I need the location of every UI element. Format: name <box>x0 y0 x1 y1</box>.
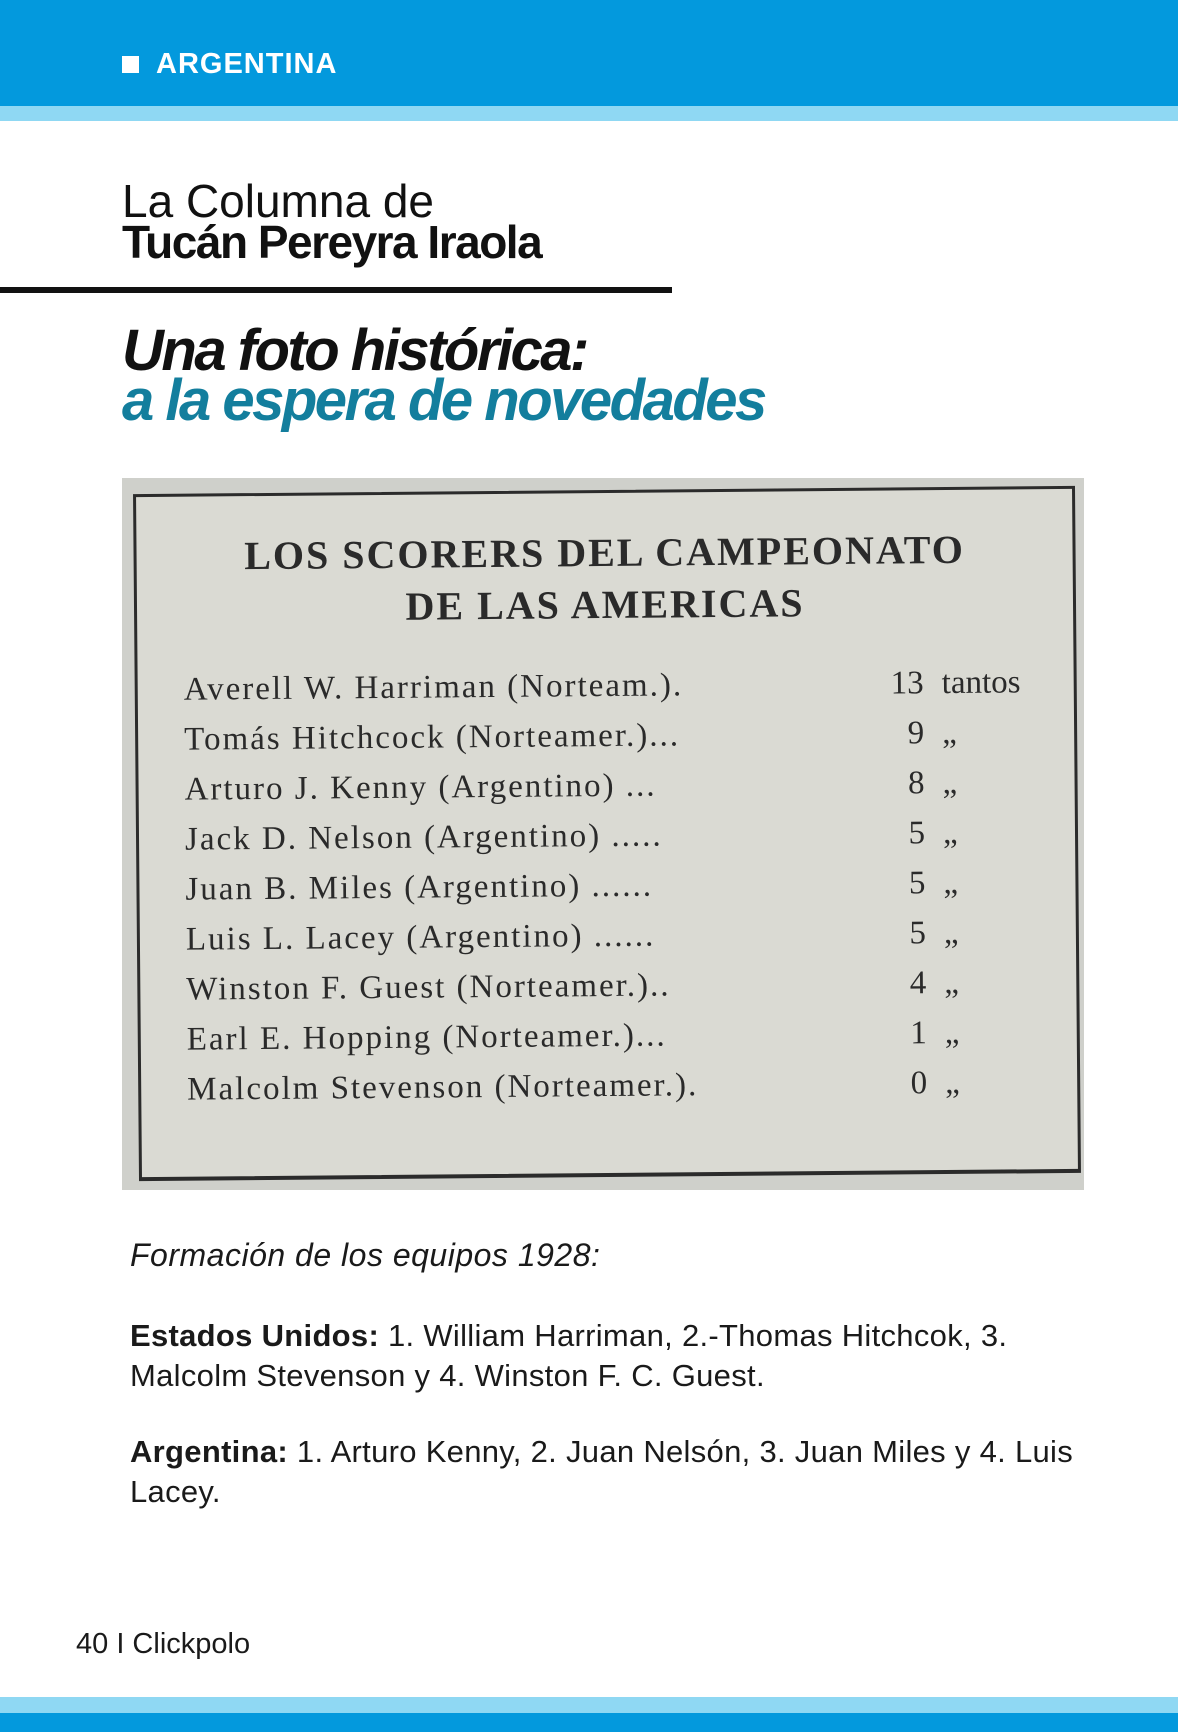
header-accent-stripe <box>0 106 1178 121</box>
scorer-row <box>184 707 1044 765</box>
scorer-name: Juan B. Miles (Argentino) ...... <box>185 867 654 908</box>
square-bullet-icon <box>122 56 139 73</box>
headline-line2: a la espera de novedades <box>122 368 765 433</box>
scorer-name: Malcolm Stevenson (Norteamer.). <box>187 1067 699 1108</box>
scorer-name: Earl E. Hopping (Norteamer.)... <box>186 1017 667 1058</box>
scorer-goals: 13 <box>890 665 924 702</box>
scorer-unit: „ <box>942 814 958 852</box>
scorer-goals: 8 <box>907 765 925 802</box>
footer-accent-stripe <box>0 1697 1178 1713</box>
team-usa <box>130 1316 1080 1396</box>
headline-line1: Una foto histórica: <box>122 318 587 383</box>
section-tag <box>122 50 337 79</box>
scorer-name: Tomás Hitchcock (Norteamer.)... <box>184 717 681 758</box>
scorer-goals: 0 <box>910 1065 928 1102</box>
scorer-row <box>185 807 1045 865</box>
scorer-unit: „ <box>945 1064 961 1102</box>
scorer-unit: „ <box>943 864 959 902</box>
team-argentina <box>130 1432 1080 1512</box>
team-argentina-label: Argentina: <box>130 1434 288 1469</box>
section-label: ARGENTINA <box>156 48 338 80</box>
newspaper-clipping-photo <box>122 478 1084 1190</box>
scorer-row <box>185 857 1045 915</box>
scorer-goals: 1 <box>910 1015 927 1052</box>
footer-band <box>0 1713 1178 1732</box>
scorer-goals: 4 <box>909 965 927 1002</box>
column-heading-line1: La Columna de <box>122 175 434 227</box>
clipping-frame <box>133 486 1081 1181</box>
scorer-unit: „ <box>942 764 958 802</box>
team-usa-label: Estados Unidos: <box>130 1318 380 1353</box>
team-usa-lineup: 1. William Harriman, 2.-Thomas Hitchcok, 3. Malcolm Stevenson y 4. Winston F. C. Guest. <box>130 1318 1008 1393</box>
photo-caption: Formación de los equipos 1928: <box>130 1237 601 1273</box>
scorer-name: Averell W. Harriman (Norteam.). <box>183 667 684 708</box>
clipping-title-line1: LOS SCORERS DEL CAMPEONATO <box>244 526 966 579</box>
scorer-row <box>187 1007 1047 1065</box>
team-argentina-lineup: 1. Arturo Kenny, 2. Juan Nelsón, 3. Juan Miles y 4. Luis Lacey. <box>130 1434 1074 1509</box>
scorer-name: Arturo J. Kenny (Argentino) ... <box>184 767 657 808</box>
scorer-row <box>187 1057 1047 1115</box>
scorer-unit: „ <box>944 1014 960 1052</box>
scorer-goals: 5 <box>908 815 926 852</box>
scorer-row <box>186 907 1046 965</box>
scorer-name: Luis L. Lacey (Argentino) ...... <box>185 917 656 958</box>
scorer-row <box>184 657 1044 715</box>
scorer-unit: „ <box>943 914 959 952</box>
scorer-goals: 5 <box>908 865 926 902</box>
column-author: Tucán Pereyra Iraola <box>122 216 542 268</box>
scorer-unit: „ <box>941 714 957 752</box>
heading-divider <box>0 287 672 293</box>
scorer-row <box>186 957 1046 1015</box>
scorer-name: Winston F. Guest (Norteamer.).. <box>186 967 671 1008</box>
scorer-name: Jack D. Nelson (Argentino) ..... <box>184 817 663 858</box>
scorer-unit: „ <box>944 964 960 1002</box>
scorer-goals: 5 <box>909 915 927 952</box>
page-footer: 40 I Clickpolo <box>76 1628 251 1660</box>
clipping-title-line2: DE LAS AMERICAS <box>405 580 805 629</box>
scorer-goals: 9 <box>907 715 925 752</box>
scorer-unit: tantos <box>941 664 1021 702</box>
scorer-row <box>184 757 1044 815</box>
